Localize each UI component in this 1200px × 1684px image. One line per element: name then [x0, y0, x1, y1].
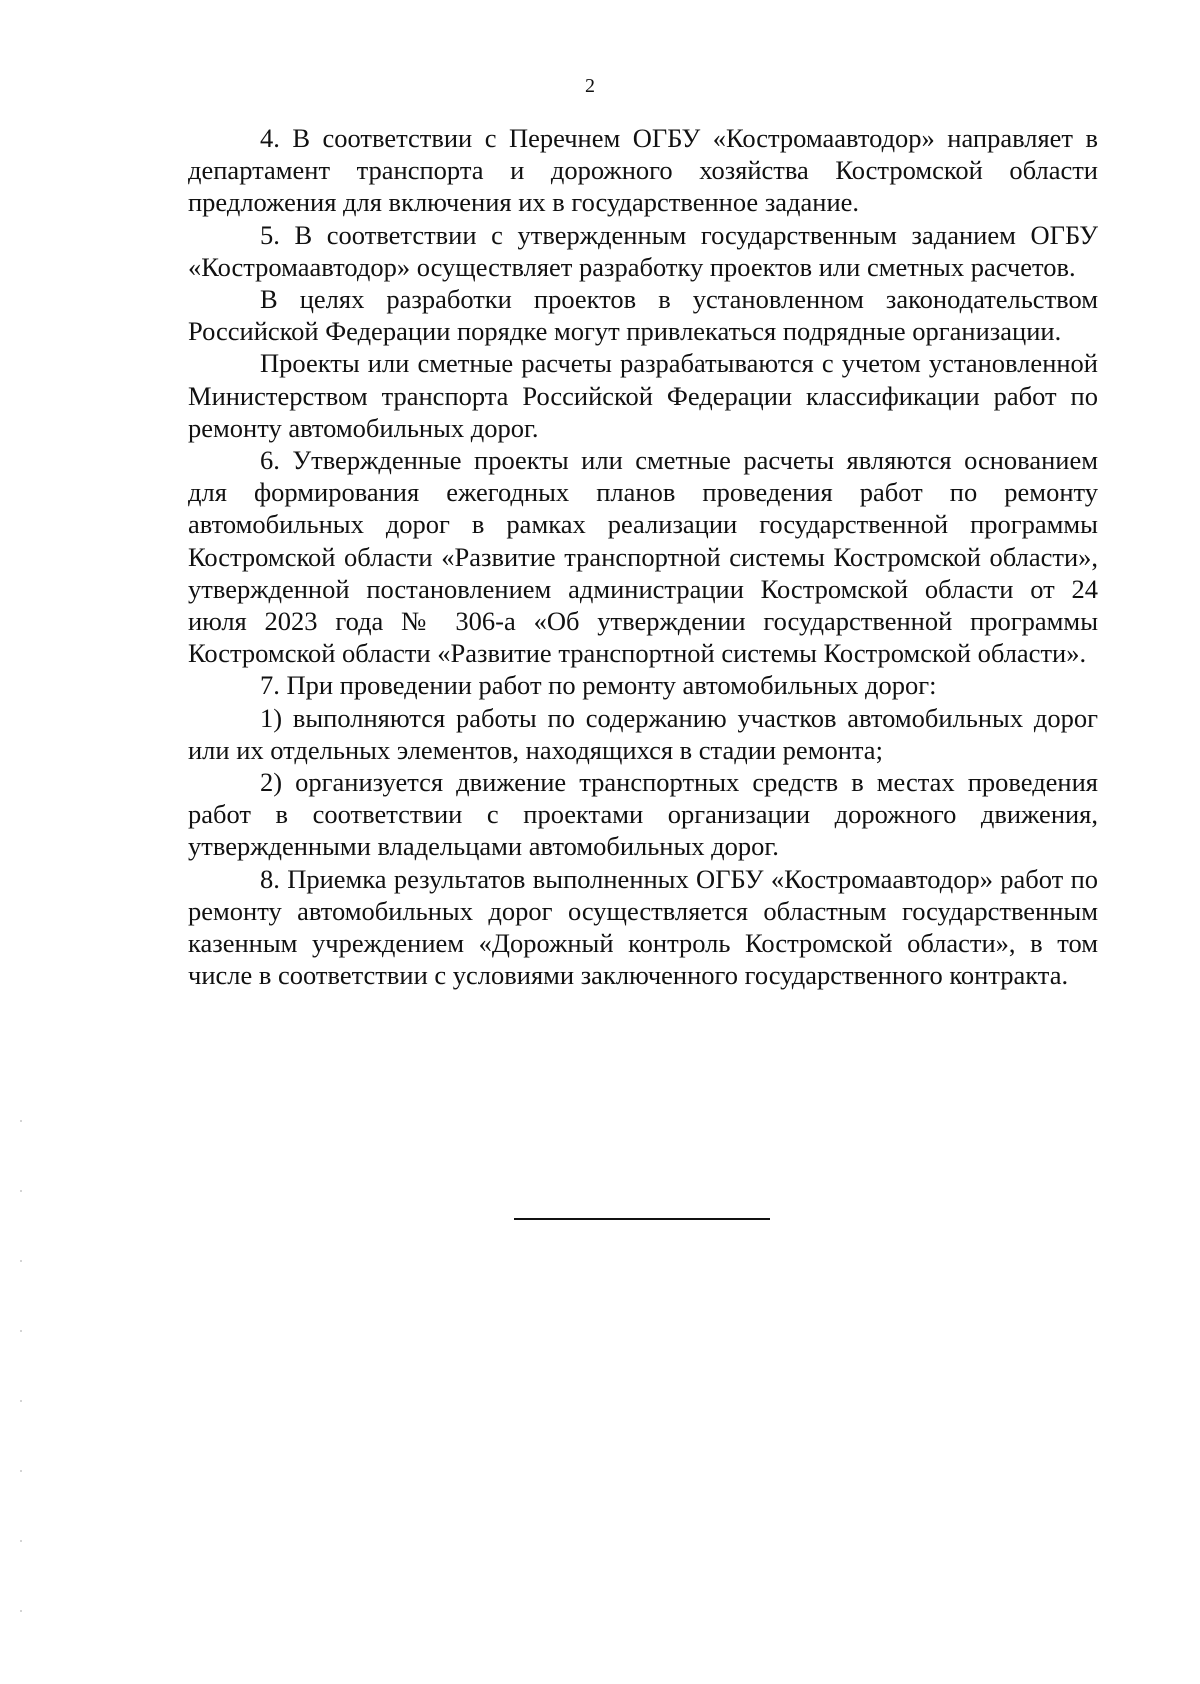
- scan-speck: [20, 1190, 22, 1192]
- scan-speck: [20, 1610, 22, 1612]
- paragraph-item-5: 5. В соответствии с утвержденным государственным заданием ОГБУ «Костромаавтодор» осуществляет разработку проектов или сметных расчетов.: [188, 219, 1098, 282]
- page-number: 2: [585, 75, 595, 97]
- end-of-document-rule: [514, 1218, 770, 1220]
- paragraph-subcontractors: В целях разработки проектов в установленном законодательством Российской Федерации порядке могут привлекаться подрядные организации.: [188, 284, 1098, 347]
- paragraph-subitem-1: 1) выполняются работы по содержанию участков автомобильных дорог или их отдельных элементов, находящихся в стадии ремонта;: [188, 702, 1098, 765]
- paragraph-item-8: 8. Приемка результатов выполненных ОГБУ «Костромаавтодор» работ по ремонту автомобильных дорог осуществляется областным государственным казенным учреждением «Дорожный контроль Костромской области», в том числе в соответствии с условиями заключенного государственного контракта.: [188, 863, 1098, 991]
- document-body: [188, 122, 1098, 991]
- scan-speck: [20, 1400, 22, 1402]
- paragraph-classification: Проекты или сметные расчеты разрабатываются с учетом установленной Министерством транспорта Российской Федерации классификации работ по ремонту автомобильных дорог.: [188, 348, 1098, 443]
- paragraph-subitem-2: 2) организуется движение транспортных средств в местах проведения работ в соответствии с проектами организации дорожного движения, утвержденными владельцами автомобильных дорог.: [188, 767, 1098, 862]
- scan-speck: [20, 1120, 22, 1122]
- paragraph-item-4: 4. В соответствии с Перечнем ОГБУ «Костромаавтодор» направляет в департамент транспорта и дорожного хозяйства Костромской области предложения для включения их в государственное задание.: [188, 123, 1098, 218]
- scan-speck: [20, 1260, 22, 1262]
- paragraph-item-6: 6. Утвержденные проекты или сметные расчеты являются основанием для формирования ежегодных планов проведения работ по ремонту автомобильных дорог в рамках реализации государственной программы Костромской области «Развитие транспортной системы Костромской области», утвержденной постановлением администрации Костромской области от 24 июля 2023 года № 306-а «Об утверждении государственной программы Костромской области «Развитие транспортной системы Костромской области».: [188, 445, 1098, 669]
- scan-speck: [20, 1330, 22, 1332]
- paragraph-item-7: 7. При проведении работ по ремонту автомобильных дорог:: [260, 670, 937, 701]
- scan-speck: [20, 1540, 22, 1542]
- scan-speck: [20, 1470, 22, 1472]
